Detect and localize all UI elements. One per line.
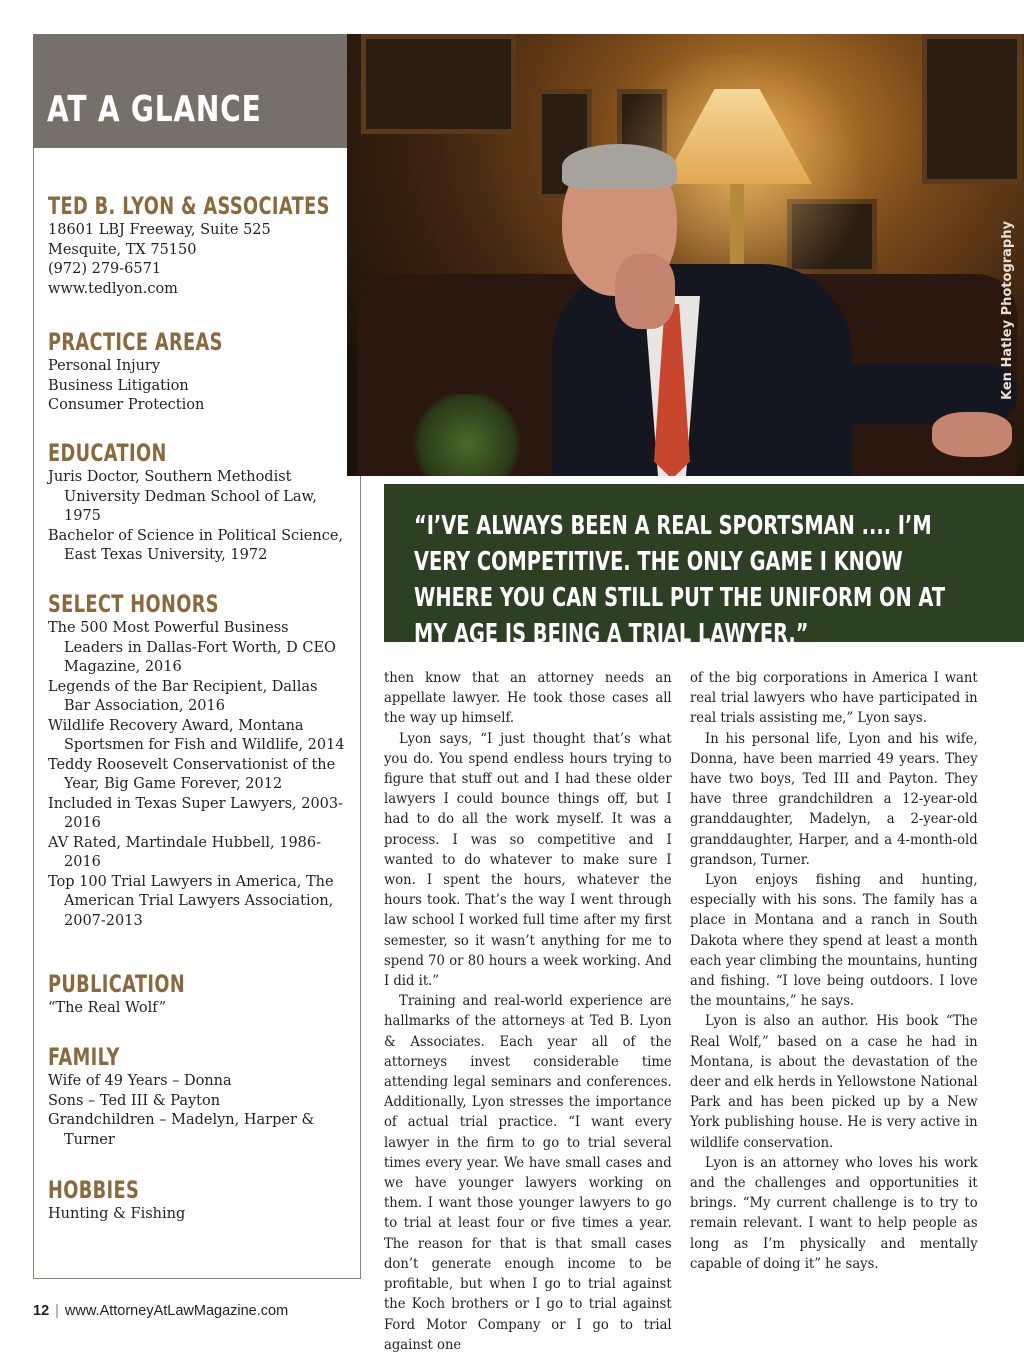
article-paragraph: Lyon says, “I just thought that’s what you do. You spend endless hours trying to figure that stuff out and I had these older lawyers I could bounce things off, but I had to do all the work myself. It was a process. I was so competitive and I wanted to do whatever to make sure I won. I spent the hours, whatever the hours took. That’s the way I went through law school I worked full time after my first semester, so it wasn’t anything for me to spend 70 or 80 hours a week working. And I did it.” bbox=[384, 730, 672, 990]
publication-section bbox=[48, 969, 348, 1019]
honor-item: The 500 Most Powerful Business Leaders in Dallas-Fort Worth, D CEO Magazine, 2016 bbox=[48, 620, 336, 675]
article-column-2 bbox=[690, 668, 977, 1274]
firm-address-line: 18601 LBJ Freeway, Suite 525 bbox=[48, 222, 271, 238]
family-item: Wife of 49 Years – Donna bbox=[48, 1073, 232, 1089]
practice-areas-heading: PRACTICE AREAS bbox=[48, 328, 223, 356]
photo-credit-text: Ken Hatley Photography bbox=[1000, 221, 1015, 400]
honor-item: Teddy Roosevelt Conservationist of the Year, Big Game Forever, 2012 bbox=[48, 756, 336, 792]
attorney-hand-on-chin bbox=[615, 254, 675, 329]
pull-quote-text: “I’VE ALWAYS BEEN A REAL SPORTSMAN .... I’M VERY COMPETITIVE. THE ONLY GAME I KNOW WHERE YOU CAN STILL PUT THE UNIFORM ON AT MY AGE IS BEING A TRIAL LAWYER.” bbox=[414, 511, 946, 649]
education-section bbox=[48, 438, 348, 566]
article-column-1 bbox=[384, 668, 671, 1355]
honor-item: Top 100 Trial Lawyers in America, The American Trial Lawyers Association, 2007-2013 bbox=[48, 873, 334, 929]
article-paragraph: In his personal life, Lyon and his wife, Donna, have been married 49 years. They have two boys, Ted III and Payton. They have three grandchildren a 12-year-old granddaughter, Madelyn, a 2-year-old granddaughter, Harper, and a 4-month-old grandson, Turner. bbox=[690, 730, 978, 868]
at-a-glance-title: AT A GLANCE bbox=[47, 89, 262, 130]
education-item: Juris Doctor, Southern Methodist University Dedman School of Law, 1975 bbox=[48, 469, 317, 524]
publication-title: “The Real Wolf” bbox=[48, 1000, 167, 1016]
education-item: Bachelor of Science in Political Science, East Texas University, 1972 bbox=[48, 527, 344, 563]
firm-website: www.tedlyon.com bbox=[48, 280, 178, 297]
article-paragraph: Lyon is an attorney who loves his work and the challenges and opportunities it brings. “My current challenge is to try to remain relevant. I want to help people as long as I’m physically and mentally capable of doing it” he says. bbox=[690, 1154, 978, 1272]
practice-area-item: Business Litigation bbox=[48, 377, 189, 394]
hobbies-section bbox=[48, 1175, 348, 1225]
select-honors-section bbox=[48, 589, 348, 931]
firm-section bbox=[48, 191, 348, 299]
education-heading: EDUCATION bbox=[48, 439, 167, 467]
article-paragraph: of the big corporations in America I want real trial lawyers who have participated in real trials assisting me,” Lyon says. bbox=[690, 670, 978, 727]
at-a-glance-header bbox=[33, 34, 347, 148]
attorney-portrait-photo bbox=[347, 34, 1024, 476]
honor-item: Wildlife Recovery Award, Montana Sportsmen for Fish and Wildlife, 2014 bbox=[48, 717, 345, 753]
family-section bbox=[48, 1042, 348, 1150]
select-honors-heading: SELECT HONORS bbox=[48, 590, 219, 618]
firm-phone: (972) 279-6571 bbox=[48, 261, 162, 277]
wall-certificate-frame bbox=[922, 34, 1022, 184]
attorney-hand bbox=[932, 412, 1012, 457]
firm-city-line: Mesquite, TX 75150 bbox=[48, 241, 197, 258]
family-item: Sons – Ted III & Payton bbox=[48, 1092, 221, 1109]
article-paragraph: Lyon enjoys fishing and hunting, especially with his sons. The family has a place in Montana and a ranch in South Dakota where they spend at least a month each year climbing the mountains, hunting and fishing. “I love being outdoors. I love the mountains,” he says. bbox=[690, 872, 978, 1010]
article-paragraph: then know that an attorney needs an appellate lawyer. He took those cases all the way up himself. bbox=[384, 670, 672, 727]
hobbies-heading: HOBBIES bbox=[48, 1176, 140, 1204]
attorney-hair bbox=[562, 144, 677, 189]
pull-quote-box bbox=[384, 484, 1024, 649]
plant bbox=[407, 394, 527, 476]
practice-areas-section bbox=[48, 327, 348, 416]
practice-area-item: Consumer Protection bbox=[48, 397, 205, 413]
honor-item: Legends of the Bar Recipient, Dallas Bar Association, 2016 bbox=[48, 678, 318, 714]
attorney-suit bbox=[552, 264, 852, 476]
firm-heading: TED B. LYON & ASSOCIATES bbox=[48, 192, 330, 220]
publication-heading: PUBLICATION bbox=[48, 970, 186, 998]
family-heading: FAMILY bbox=[48, 1043, 120, 1071]
article-paragraph: Lyon is also an author. His book “The Real Wolf,” based on a case he had in Montana, is about the devastation of the deer and elk herds in Yellowstone National Park and has been picked up by a New York publishing house. He is very active in wildlife conservation. bbox=[690, 1013, 978, 1151]
hobbies-item: Hunting & Fishing bbox=[48, 1206, 186, 1222]
practice-area-item: Personal Injury bbox=[48, 358, 161, 374]
page-number: 12 bbox=[33, 1303, 50, 1319]
magazine-url[interactable]: www.AttorneyAtLawMagazine.com bbox=[64, 1303, 289, 1319]
honor-item: Included in Texas Super Lawyers, 2003-2016 bbox=[48, 795, 344, 831]
footer-divider: | bbox=[55, 1303, 59, 1319]
page-footer bbox=[33, 1303, 288, 1319]
wall-painting-frame bbox=[361, 34, 516, 134]
honor-item: AV Rated, Martindale Hubbell, 1986-2016 bbox=[48, 834, 322, 870]
article-paragraph: Training and real-world experience are hallmarks of the attorneys at Ted B. Lyon & Associates. Each year all of the attorneys invest considerable time attending legal seminars and conferences. Additionally, Lyon stresses the importance of actual trial practice. “I want every lawyer in the firm to go to trial several times every year. We have small cases and we have younger lawyers working on them. I want those younger lawyers to go to trial at least four or five times a year. The reason for that is that small cases don’t generate enough income to be profitable, but when I go to trial against the Koch brothers or I go to trial against Ford Motor Company or I go to trial against one bbox=[384, 993, 672, 1353]
family-item: Grandchildren – Madelyn, Harper & Turner bbox=[48, 1112, 315, 1148]
